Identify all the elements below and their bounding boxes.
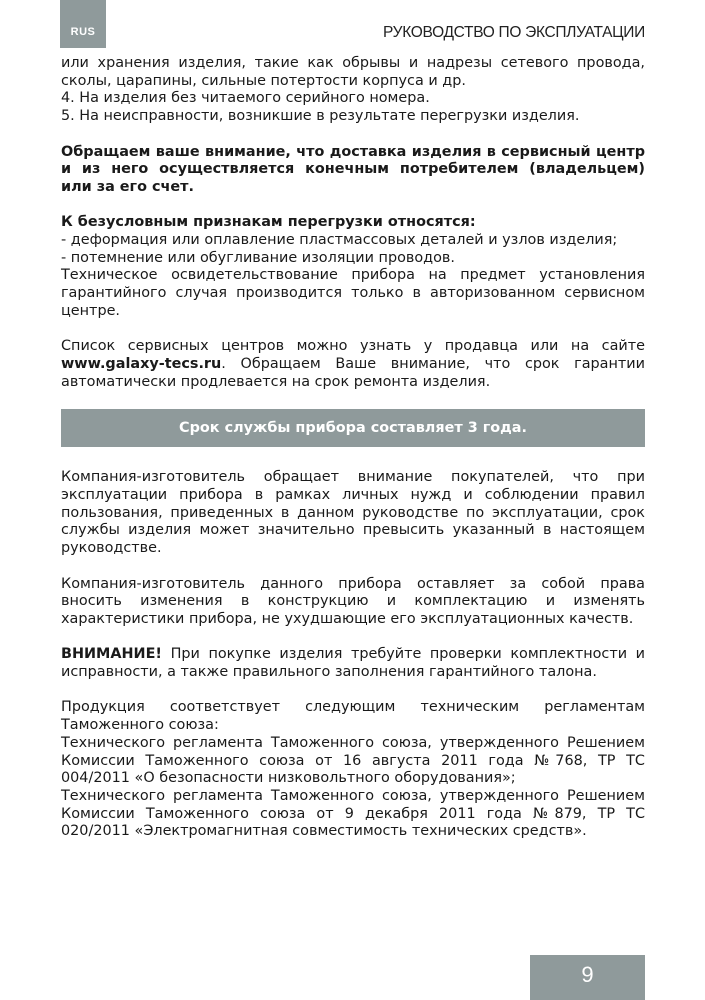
language-tab: RUS — [60, 0, 106, 48]
service-life-banner: Срок службы прибора составляет 3 года. — [61, 409, 645, 447]
inspection-text: Техническое освидетельствование прибора на предмет установления гарантийного случая производится только в авторизованном сервисном центре. — [61, 267, 645, 319]
paragraph-damage-continuation: или хранения изделия, такие как обрывы и надрезы сетевого провода, сколы, царапины, сильные потертости корпуса и др. — [61, 55, 645, 89]
page-header-title: РУКОВОДСТВО ПО ЭКСПЛУАТАЦИИ — [382, 24, 645, 41]
regulation-1: Технического регламента Таможенного союза, утвержденного Решением Комиссии Таможенного союза от 16 августа 2011 года №768, ТР ТС 004/2011 «О безопасности низковольтного оборудования»; — [61, 734, 645, 787]
page-number: 9 — [530, 955, 645, 1000]
delivery-notice: Обращаем ваше внимание, что доставка изделия в сервисный центр и из него осуществляется конечным потребителем (владельцем) или за его счет. — [61, 143, 645, 195]
service-list-text: Список сервисных центров можно узнать у продавца или на сайте — [61, 338, 645, 355]
overload-item-1: - деформация или оплавление пластмассовых деталей и узлов изделия; — [61, 232, 618, 248]
attention-paragraph — [61, 646, 645, 681]
compliance-intro: Продукция соответствует следующим техническим регламентам Таможенного союза: — [61, 699, 645, 734]
service-centers-paragraph — [61, 338, 645, 391]
manufacturer-paragraph-1: Компания-изготовитель обращает внимание покупателей, что при эксплуатации прибора в рамках личных нужд и соблюдении правил пользования, приведенных в данном руководстве по эксплуатации, срок службы изделия может значительно превысить указанный в настоящем руководстве. — [61, 469, 645, 557]
attention-text: При покупке изделия требуйте проверки комплектности и исправности, а также правильного заполнения гарантийного талона. — [61, 646, 645, 681]
overload-item-2: - потемнение или обугливание изоляции проводов. — [61, 249, 455, 266]
manufacturer-paragraph-2: Компания-изготовитель данного прибора оставляет за собой права вносить изменения в конструкцию и комплектацию и изменять характеристики прибора, не ухудшающие его эксплуатационных качеств. — [61, 575, 645, 627]
manual-content — [61, 55, 645, 841]
website-link[interactable]: www.galaxy-tecs.ru — [61, 355, 222, 372]
list-item-5: 5. На неисправности, возникшие в результате перегрузки изделия. — [61, 108, 580, 125]
list-item-4: 4. На изделия без читаемого серийного номера. — [61, 90, 430, 107]
attention-label: ВНИМАНИЕ! — [61, 646, 162, 663]
regulation-2: Технического регламента Таможенного союза, утвержденного Решением Комиссии Таможенного союза от 9 декабря 2011 года №879, ТР ТС 020/2011 «Электромагнитная совместимость технических средств». — [61, 787, 645, 840]
overload-heading: К безусловным признакам перегрузки относятся: — [61, 214, 476, 231]
warranty-extension-text: . Обращаем Ваше внимание, что срок гарантии автоматически продлевается на срок ремонта изделия. — [61, 355, 645, 390]
